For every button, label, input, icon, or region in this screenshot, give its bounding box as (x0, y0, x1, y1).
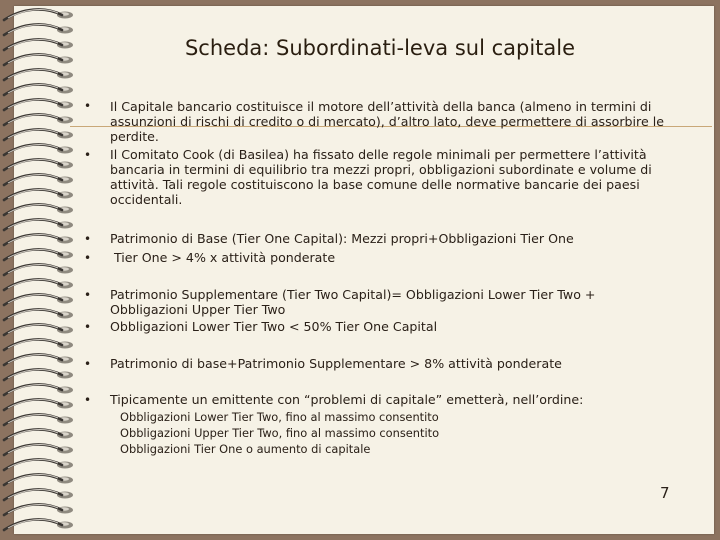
bullet-2-line-4: occidentali. (110, 192, 183, 207)
bullet-5-line-1: Patrimonio Supplementare (Tier Two Capital)= Obbligazioni Lower Tier Two + (110, 287, 596, 302)
bullet-7-line-1: Patrimonio di base+Patrimonio Supplementare > 8% attività ponderate (110, 356, 562, 371)
bullet-5-line-2: Obbligazioni Upper Tier Two (110, 302, 286, 317)
bullet-marker: • (84, 393, 92, 407)
binding-ring (4, 429, 73, 440)
bullet-6-line-1: Obbligazioni Lower Tier Two < 50% Tier One Capital (110, 319, 438, 334)
binding-ring (4, 69, 73, 80)
binding-ring (4, 519, 73, 530)
binding-ring (4, 369, 73, 380)
sub-item-2: Obbligazioni Upper Tier Two, fino al massimo consentito (120, 426, 440, 440)
binding-ring (4, 504, 73, 515)
binding-ring (4, 84, 73, 95)
bullet-1-line-1: Il Capitale bancario costituisce il motore dell’attività della banca (almeno in termini di (110, 99, 652, 114)
binding-ring (4, 24, 73, 35)
binding-ring (4, 234, 73, 245)
binding-ring (4, 159, 73, 170)
binding-ring (4, 489, 73, 500)
binding-ring (4, 204, 73, 215)
bullet-1-line-2: assunzioni di rischi di credito o di mercato), d’altro lato, deve permettere di assorbire le (110, 114, 664, 129)
binding-ring (4, 99, 73, 110)
bullet-4-line-1: Tier One > 4% x attività ponderate (110, 250, 336, 265)
binding-ring (4, 144, 73, 155)
bullet-2-line-3: attività. Tali regole costituiscono la base comune delle normative bancarie dei paesi (110, 177, 640, 192)
binding-ring (4, 294, 73, 305)
bullet-8-line-1: Tipicamente un emittente con “problemi di capitale” emetterà, nell’ordine: (110, 392, 584, 407)
bullet-1-line-3: perdite. (110, 129, 159, 144)
binding-ring (4, 129, 73, 140)
binding-ring (4, 114, 73, 125)
bullet-2-line-2: bancaria in termini di equilibrio tra mezzi propri, obbligazioni subordinate e volume di (110, 162, 652, 177)
binding-ring (4, 339, 73, 350)
binding-ring (4, 189, 73, 200)
binding-ring (4, 264, 73, 275)
slide-title: Scheda: Subordinati-leva sul capitale (184, 36, 576, 60)
bullet-marker: • (84, 232, 92, 246)
spiral-binding (0, 0, 80, 540)
bullet-marker: • (84, 288, 92, 302)
binding-ring (4, 39, 73, 50)
bullet-marker: • (84, 148, 92, 162)
bullet-3-line-1: Patrimonio di Base (Tier One Capital): Mezzi propri+Obbligazioni Tier One (110, 231, 574, 246)
binding-ring (4, 249, 73, 260)
bullet-marker: • (84, 320, 92, 334)
bullet-2-line-1: Il Comitato Cook (di Basilea) ha fissato delle regole minimali per permettere l’attività (110, 147, 647, 162)
sub-item-1: Obbligazioni Lower Tier Two, fino al massimo consentito (120, 410, 439, 424)
page-number: 7 (660, 484, 670, 502)
binding-ring (4, 414, 73, 425)
bullet-marker: • (84, 99, 92, 113)
bullet-marker: • (84, 251, 92, 265)
sub-item-3: Obbligazioni Tier One o aumento di capitale (120, 442, 371, 456)
binding-ring (4, 9, 73, 20)
bullet-marker: • (84, 357, 92, 371)
binding-ring (4, 459, 73, 470)
binding-ring (4, 54, 73, 65)
binding-ring (4, 219, 73, 230)
binding-ring (4, 279, 73, 290)
binding-ring (4, 444, 73, 455)
binding-ring (4, 384, 73, 395)
binding-ring (4, 324, 73, 335)
binding-ring (4, 174, 73, 185)
binding-ring (4, 474, 73, 485)
binding-ring (4, 399, 73, 410)
binding-ring (4, 354, 73, 365)
binding-ring (4, 309, 73, 320)
